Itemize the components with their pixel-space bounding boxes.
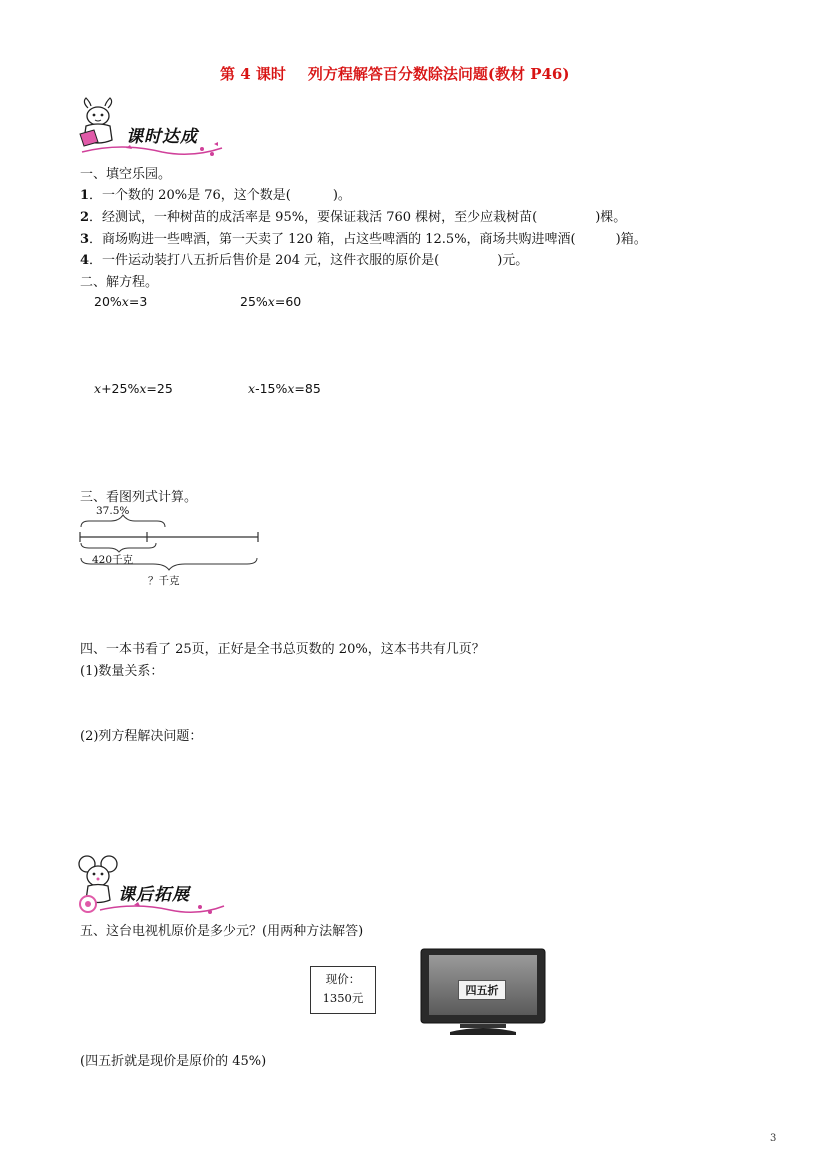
section4-heading: 四、一本书看了 25页，正好是全书总页数的 20%，这本书共有几页？ — [80, 642, 485, 657]
line-segment-diagram — [78, 505, 268, 589]
equation-4: x-15%x=85 — [248, 381, 321, 396]
section3-heading: 三、看图列式计算。 — [80, 490, 198, 505]
tv-illustration — [420, 948, 546, 1038]
diagram-part-label: 420千克 — [92, 554, 134, 566]
section-banner-classwork — [74, 94, 234, 164]
banner-classwork-text: 课时达成 — [126, 127, 198, 147]
section4-sub2: (2)列方程解决问题： — [80, 729, 203, 744]
section-banner-extension — [74, 852, 234, 922]
section4-sub1: (1)数量关系： — [80, 664, 164, 679]
section5-note: (四五折就是现价是原价的 45%) — [80, 1054, 267, 1069]
section2-heading: 二、解方程。 — [80, 275, 159, 290]
fill-item-2: 2．经测试，一种树苗的成活率是 95%，要保证栽活 760 棵树，至少应栽树苗( )棵。 — [80, 210, 627, 225]
price-label: 现价： — [325, 972, 361, 986]
price-value: 1350元 — [322, 991, 364, 1005]
diagram-percent-label: 37.5% — [96, 505, 130, 517]
page-title: 第 4 课时 列方程解答百分数除法问题(教材 P46) — [220, 65, 570, 83]
equation-2: 25%x=60 — [240, 294, 302, 309]
fill-item-3: 3．商场购进一些啤酒，第一天卖了 120 箱，占这些啤酒的 12.5%，商场共购进啤酒( )箱。 — [80, 232, 647, 247]
current-price-tag — [310, 966, 376, 1014]
tv-screen-text: 四五折 — [465, 984, 499, 997]
equation-3: x+25%x=25 — [94, 381, 173, 396]
diagram-whole-label: ？千克 — [148, 575, 180, 587]
equation-1: 20%x=3 — [94, 294, 148, 309]
fill-item-4: 4．一件运动装打八五折后售价是 204 元，这件衣服的原价是( )元。 — [80, 253, 529, 268]
page-number: 3 — [770, 1133, 777, 1144]
banner-extension-text: 课后拓展 — [118, 885, 190, 905]
section5-heading: 五、这台电视机原价是多少元？(用两种方法解答) — [80, 924, 364, 939]
section1-heading: 一、填空乐园。 — [80, 167, 172, 182]
fill-item-1: 1．一个数的 20%是 76，这个数是( )。 — [80, 188, 351, 203]
